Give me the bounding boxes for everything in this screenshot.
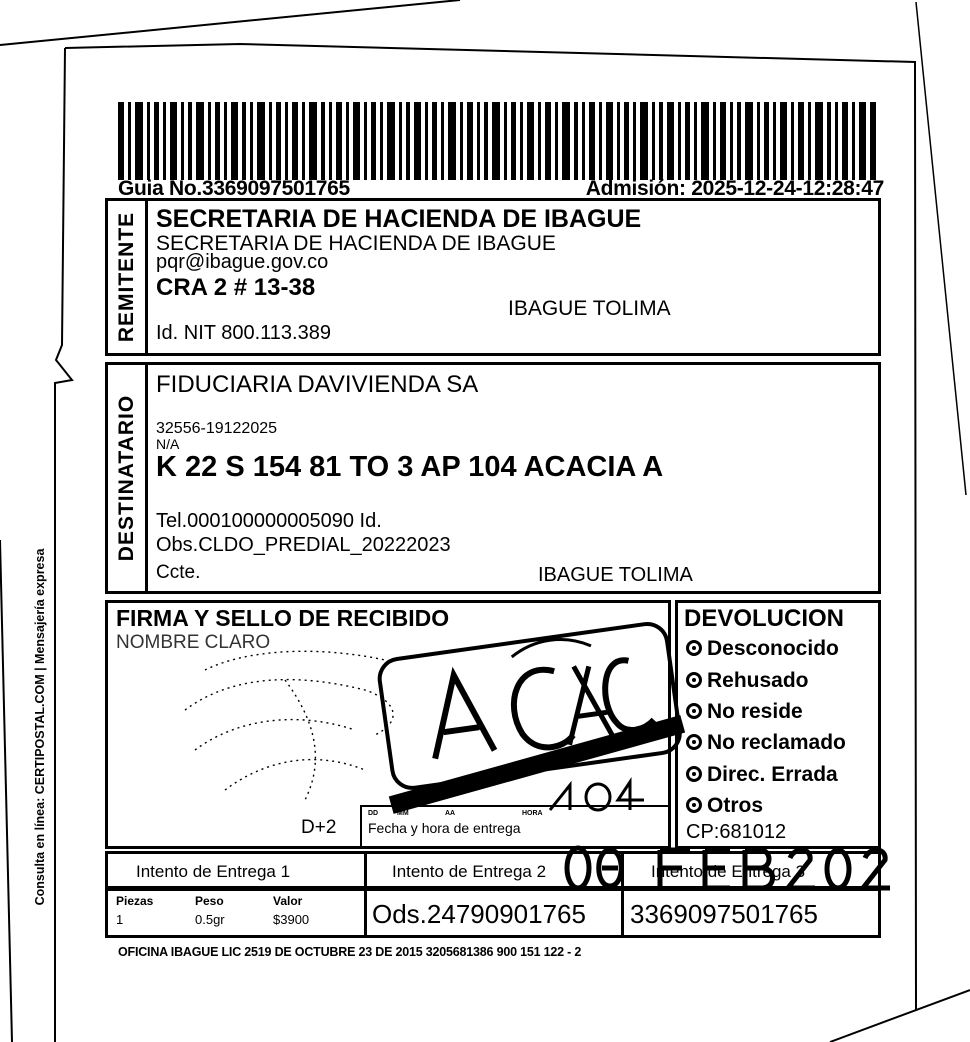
sender-email: pqr@ibague.gov.co: [156, 251, 329, 273]
recipient-section: [105, 362, 881, 594]
office-footer: OFICINA IBAGUE LIC 2519 DE OCTUBRE 23 DE 2015 3205681386 900 151 122 - 2: [118, 945, 582, 959]
radio-icon: [686, 703, 702, 719]
signature-section: [105, 600, 671, 849]
fecha-col-aa: AA: [445, 810, 456, 817]
recipient-obs: Obs.CLDO_PREDIAL_20222023: [156, 534, 451, 556]
sender-name: SECRETARIA DE HACIENDA DE IBAGUE: [156, 232, 556, 255]
fecha-col-dd: DD: [368, 810, 379, 817]
pieces-label: Piezas: [116, 894, 154, 908]
radio-icon: [686, 734, 702, 750]
return-title: DEVOLUCION: [684, 605, 845, 632]
return-option-no-reside[interactable]: No reside: [686, 700, 803, 724]
radio-icon: [686, 766, 702, 782]
sender-name-bold: SECRETARIA DE HACIENDA DE IBAGUE: [156, 205, 642, 233]
postal-code: CP:681012: [686, 821, 787, 843]
d2-label: D+2: [301, 817, 337, 838]
nombre-claro-label: NOMBRE CLARO: [116, 632, 271, 653]
return-option-desconocido[interactable]: Desconocido: [686, 637, 839, 661]
return-section: [675, 600, 881, 849]
admission-date: Admisión: 2025-12-24-12:28:47: [585, 177, 884, 200]
delivery-attempt-2: Intento de Entrega 2: [392, 862, 547, 881]
recipient-label: DESTINATARIO: [114, 394, 138, 562]
recipient-name: FIDUCIARIA DAVIVIENDA SA: [156, 371, 479, 398]
fecha-col-mm: MM: [397, 810, 409, 817]
barcode: [118, 102, 878, 180]
recipient-na: N/A: [156, 436, 180, 452]
radio-icon: [686, 797, 702, 813]
sender-nit: Id. NIT 800.113.389: [156, 322, 331, 344]
return-option-otros[interactable]: Otros: [686, 794, 763, 818]
sender-section: [105, 198, 881, 356]
weight-label: Peso: [195, 894, 224, 908]
shipping-label: [58, 40, 918, 1025]
shipment-details-row: [105, 888, 881, 938]
recipient-reference: 32556-19122025: [156, 420, 278, 437]
pieces-value: 1: [116, 912, 124, 927]
sender-label: REMITENTE: [114, 211, 138, 343]
ods-number: Ods.24790901765: [372, 899, 586, 929]
return-option-rehusado[interactable]: Rehusado: [686, 669, 809, 693]
guia-number-bottom: 3369097501765: [630, 899, 818, 929]
radio-icon: [686, 672, 702, 688]
signature-title: FIRMA Y SELLO DE RECIBIDO: [116, 605, 450, 631]
recipient-phone: Tel.000100000005090 Id.: [156, 510, 382, 532]
guia-number: Guia No.3369097501765: [118, 177, 350, 200]
sender-city: IBAGUE TOLIMA: [508, 297, 671, 320]
delivery-attempt-3: Intento de Entrega 3: [651, 862, 806, 881]
side-consulta-text: Consulta en línea: CERTIPOSTAL.COM | Mensajería expresa: [33, 548, 47, 906]
value-amount: $3900: [273, 912, 310, 927]
fecha-col-hora: HORA: [522, 810, 543, 817]
sender-address: CRA 2 # 13-38: [156, 274, 316, 301]
radio-icon: [686, 640, 702, 656]
weight-value: 0.5gr: [195, 912, 225, 927]
recipient-address: K 22 S 154 81 TO 3 AP 104 ACACIA A: [156, 451, 664, 483]
delivery-attempt-1: Intento de Entrega 1: [136, 862, 291, 881]
return-option-no-reclamado[interactable]: No reclamado: [686, 731, 846, 755]
recipient-city: IBAGUE TOLIMA: [538, 564, 693, 586]
recipient-ccte: Ccte.: [156, 562, 201, 583]
delivery-datetime-box: [360, 805, 671, 849]
return-option-direc-errada[interactable]: Direc. Errada: [686, 763, 838, 787]
value-label: Valor: [273, 894, 303, 908]
fecha-label: Fecha y hora de entrega: [368, 820, 521, 836]
delivery-attempts-row: [105, 851, 881, 889]
